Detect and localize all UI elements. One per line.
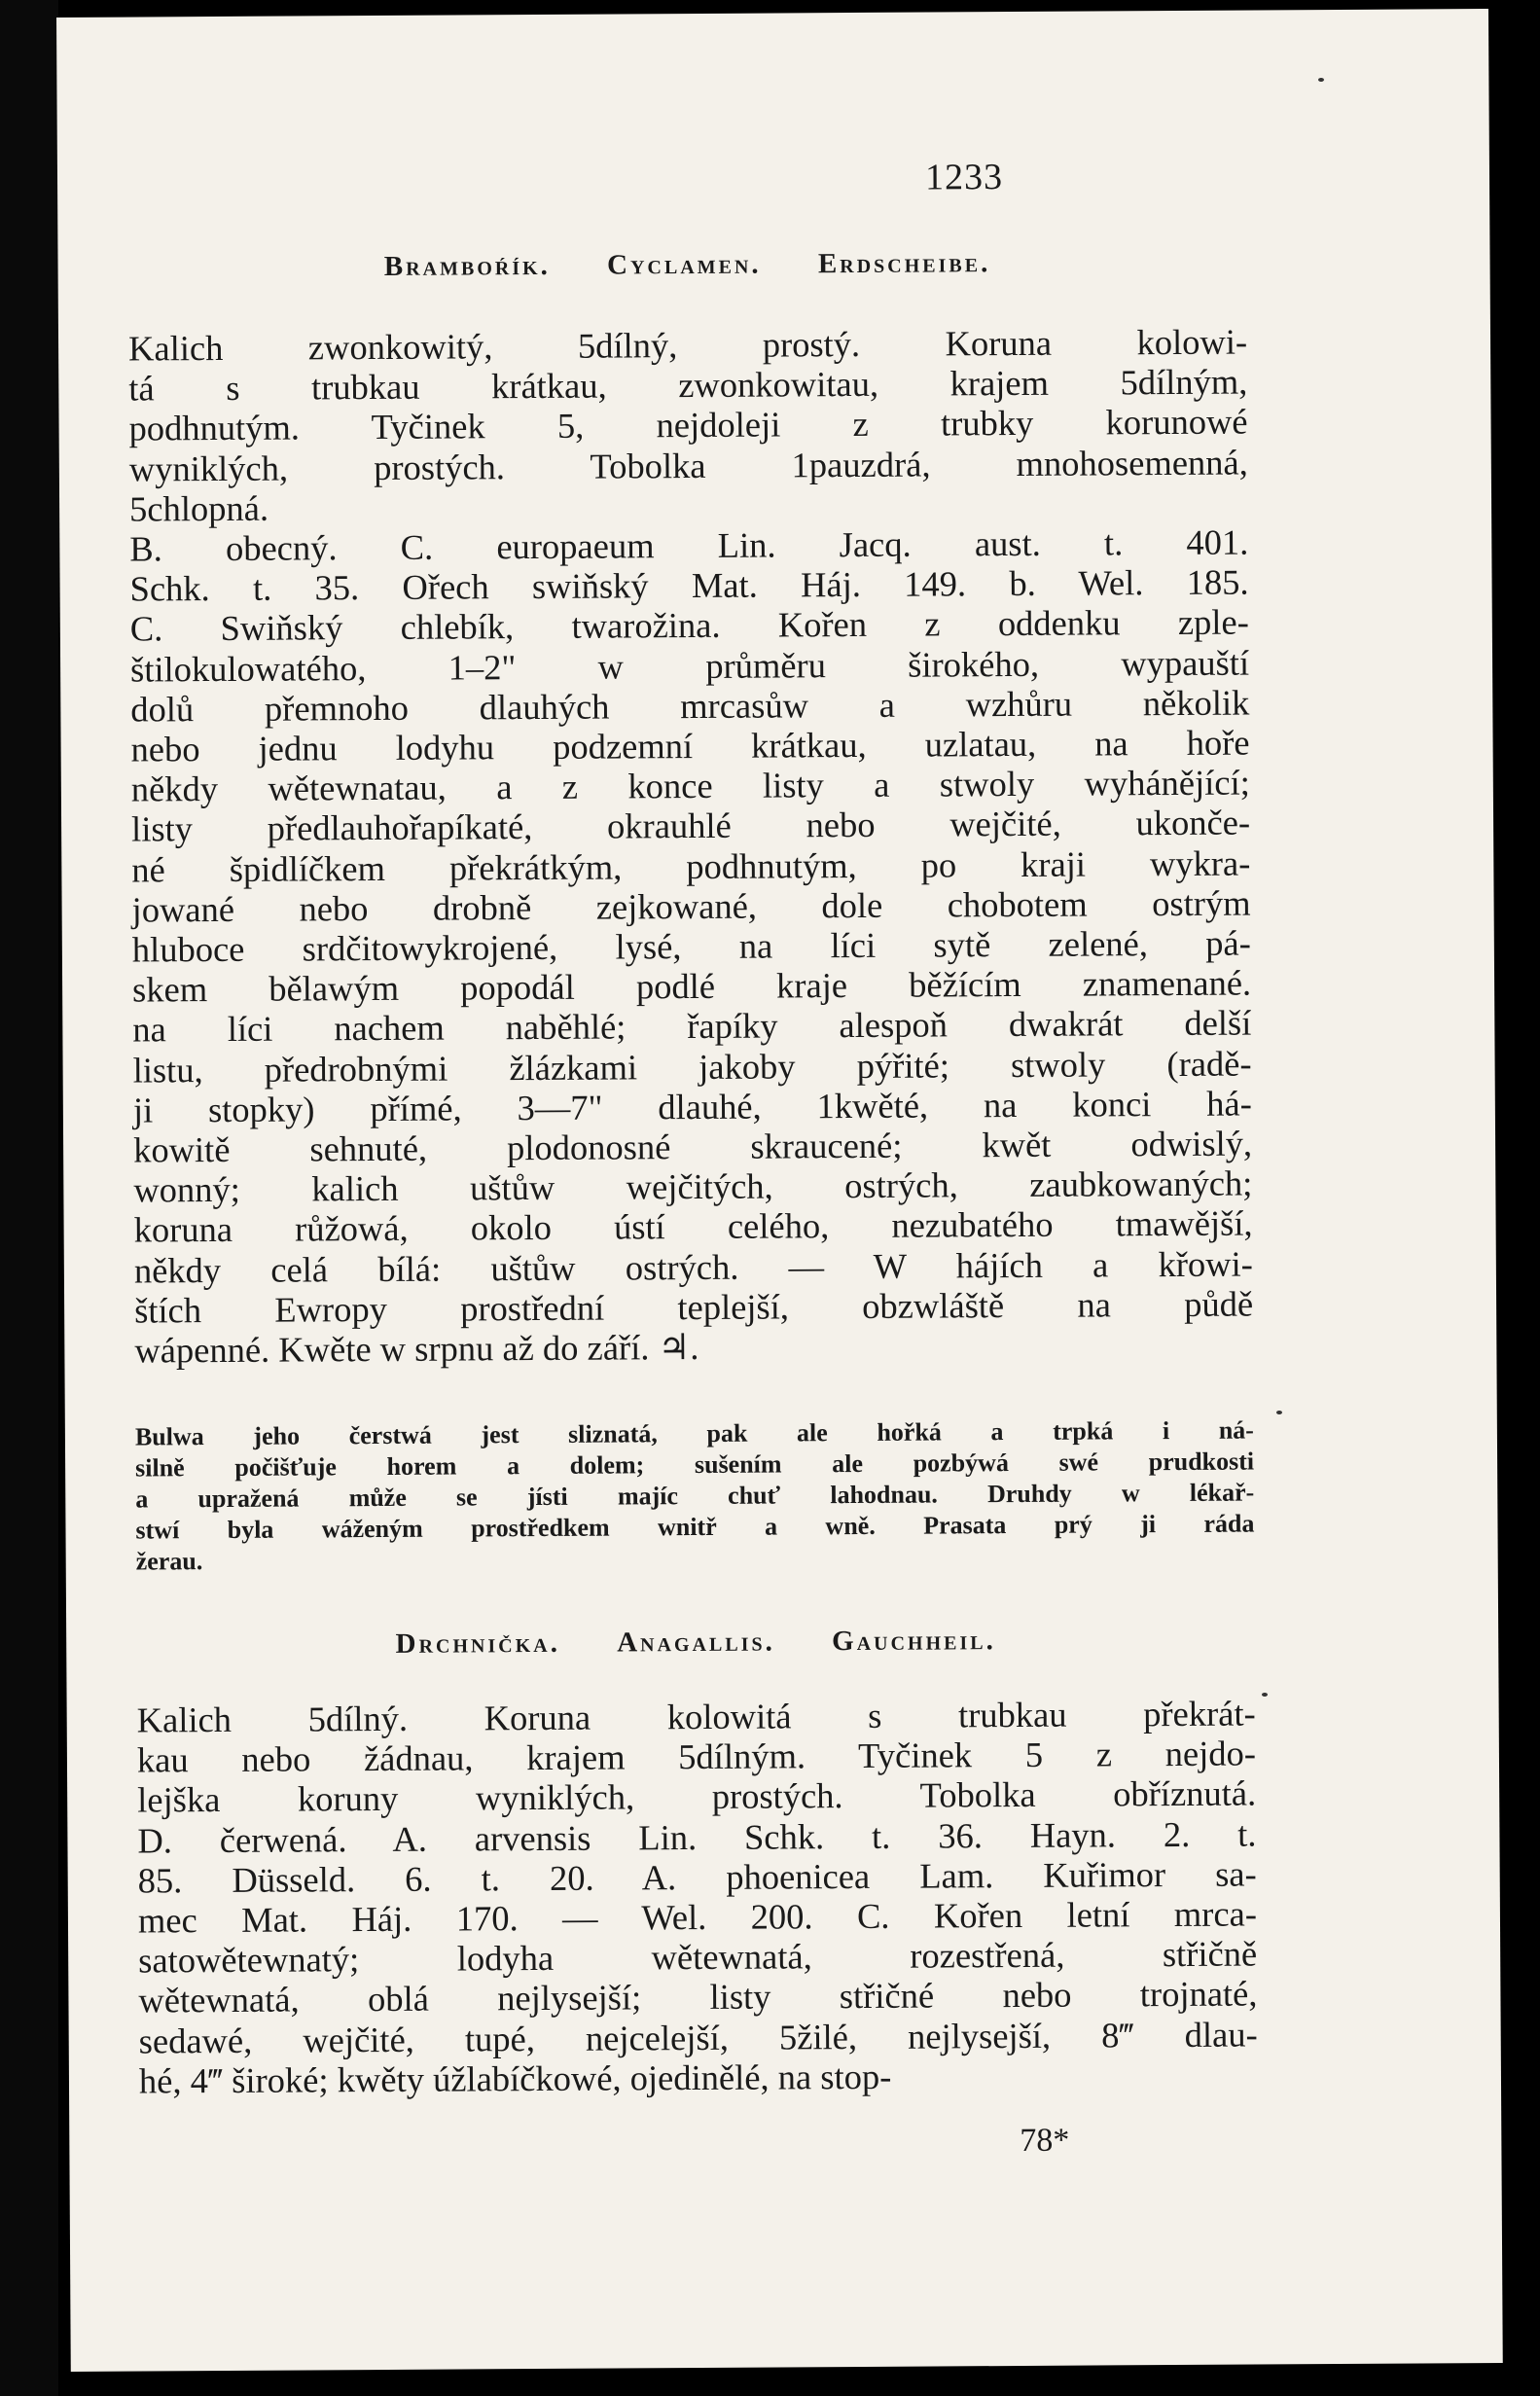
section-body-anagallis [137, 1694, 1258, 2101]
text-line: wonný; kalich uštůw wejčitých, ostrých, zaubkowaných; [133, 1162, 1253, 1210]
note-line: silně počišťuje horem a dolem; sušením ale pozbýwá swé prudkosti [135, 1447, 1255, 1483]
text-line: wápenné. Kwěte w srpnu až do září. ♃. [134, 1327, 699, 1371]
scan-margin [0, 0, 58, 2396]
text-line: podhnutým. Tyčinek 5, nejdoleji z trubky korunowé [128, 401, 1248, 448]
text-line: listy předlauhořapíkaté, okrauhlé nebo wejčité, ukonče- [130, 802, 1251, 849]
section-body-cyclamen [128, 322, 1254, 1371]
heading-latin: Anagallis. [617, 1626, 775, 1659]
text-line: hé, 4‴ široké; kwěty úžlabíčkowé, ojedinělé, na stop- [138, 2056, 892, 2101]
heading-latin: Cyclamen. [607, 248, 762, 281]
text-line: C. Swiňský chlebík, twarožina. Kořen z oddenku zple- [129, 601, 1249, 649]
text-line: tá s trubkau krátkau, zwonkowitau, krajem 5dílným, [128, 361, 1248, 409]
text-line: kau nebo žádnau, krajem 5dílným. Tyčinek 5 z nejdo- [136, 1733, 1257, 1780]
text-line: ji stopky) přímé, 3—7" dlauhé, 1kwěté, na konci há- [132, 1083, 1252, 1130]
section-heading-cyclamen [127, 246, 1246, 285]
text-line: 85. Düsseld. 6. t. 20. A. phoenicea Lam. Kuřimor sa- [137, 1853, 1257, 1901]
text-line: štilokulowatého, 1–2" w průměru širokého, wypauští [129, 642, 1250, 690]
heading-german: Gauchheil. [831, 1625, 996, 1658]
text-line: listu, předrobnými žlázkami jakoby pýřité; stwoly (radě- [132, 1043, 1252, 1091]
scan-speck [1262, 1693, 1268, 1697]
text-line: dolů přemnoho dlauhých mrcasůw a wzhůru několik [130, 682, 1250, 730]
text-line: někdy wětewnatau, a z konce listy a stwoly wyhánějící; [130, 762, 1250, 809]
heading-czech: Bramboŕík. [383, 249, 551, 282]
scan-speck [1318, 78, 1324, 82]
text-line: lejška koruny wyniklých, prostých. Tobolka obříznutá. [137, 1772, 1257, 1820]
heading-czech: Drchnička. [395, 1627, 561, 1660]
page-number: 1233 [924, 157, 1004, 198]
text-line: wyniklých, prostých. Tobolka 1pauzdrá, mnohosemenná, [128, 442, 1248, 489]
text-line: nebo jednu lodyhu podzemní krátkau, uzlatau, na hoře [130, 722, 1250, 769]
book-page [56, 9, 1503, 2372]
text-line: D. čerwená. A. arvensis Lin. Schk. t. 36. Hayn. 2. t. [137, 1813, 1257, 1861]
text-line: mec Mat. Háj. 170. — Wel. 200. C. Kořen letní mrca- [137, 1893, 1258, 1941]
text-line: někdy celá bílá: uštůw ostrých. — W hájích a křowi- [133, 1243, 1253, 1291]
text-line: 5chlopná. [128, 487, 269, 529]
page-content [126, 11, 1258, 2159]
text-line: satowětewnatý; lodyha wětewnatá, rozestřená, střičně [138, 1933, 1258, 1981]
text-line: jowané nebo drobně zejkowané, dole chobotem ostrým [131, 882, 1251, 930]
text-line: hluboce srdčitowykrojené, lysé, na líci sytě zelené, pá- [131, 922, 1251, 970]
section-note-cyclamen [135, 1415, 1255, 1578]
text-line: Schk. t. 35. Ořech swiňský Mat. Háj. 149. b. Wel. 185. [129, 561, 1249, 609]
note-line: stwí byla wáženým prostředkem wnitř a wně. Prasata prý ji ráda [135, 1509, 1255, 1545]
text-line: kowitě sehnuté, plodonosné skraucené; kwět odwislý, [132, 1123, 1253, 1170]
text-line: na líci nachem naběhlé; řapíky alespoň dwakrát delší [132, 1002, 1252, 1050]
scan-speck [1276, 1411, 1282, 1414]
text-line: B. obecný. C. europaeum Lin. Jacq. aust. t. 401. [129, 521, 1249, 569]
text-line: skem bělawým popodál podlé kraje běžícím znamenané. [131, 962, 1252, 1010]
note-line: žerau. [135, 1547, 203, 1576]
heading-german: Erdscheibe. [817, 247, 991, 280]
signature-mark: 78* [1020, 2122, 1070, 2159]
text-line: Kalich zwonkowitý, 5dílný, prostý. Koruna kolowi- [127, 321, 1248, 369]
text-line: né špidlíčkem překrátkým, podhnutým, po kraji wykra- [131, 842, 1251, 890]
text-line: Kalich 5dílný. Koruna kolowitá s trubkau překrát- [136, 1693, 1256, 1740]
text-line: štích Ewropy prostřední teplejší, obzwláště na půdě [133, 1283, 1254, 1331]
note-line: Bulwa jeho čerstwá jest sliznatá, pak ale hořká a trpká i ná- [134, 1415, 1254, 1451]
note-line: a upražená může se jísti majíc chuť lahodnau. Druhdy w lékař- [135, 1478, 1255, 1514]
text-line: wětewnatá, oblá nejlysejší; listy střičné nebo trojnaté, [138, 1973, 1258, 2021]
text-line: koruna růžowá, okolo ústí celého, nezubatého tmawější, [133, 1202, 1253, 1251]
text-line: sedawé, wejčité, tupé, nejcelejší, 5žilé, nejlysejší, 8‴ dlau- [138, 2014, 1258, 2061]
section-heading-anagallis [136, 1624, 1255, 1663]
